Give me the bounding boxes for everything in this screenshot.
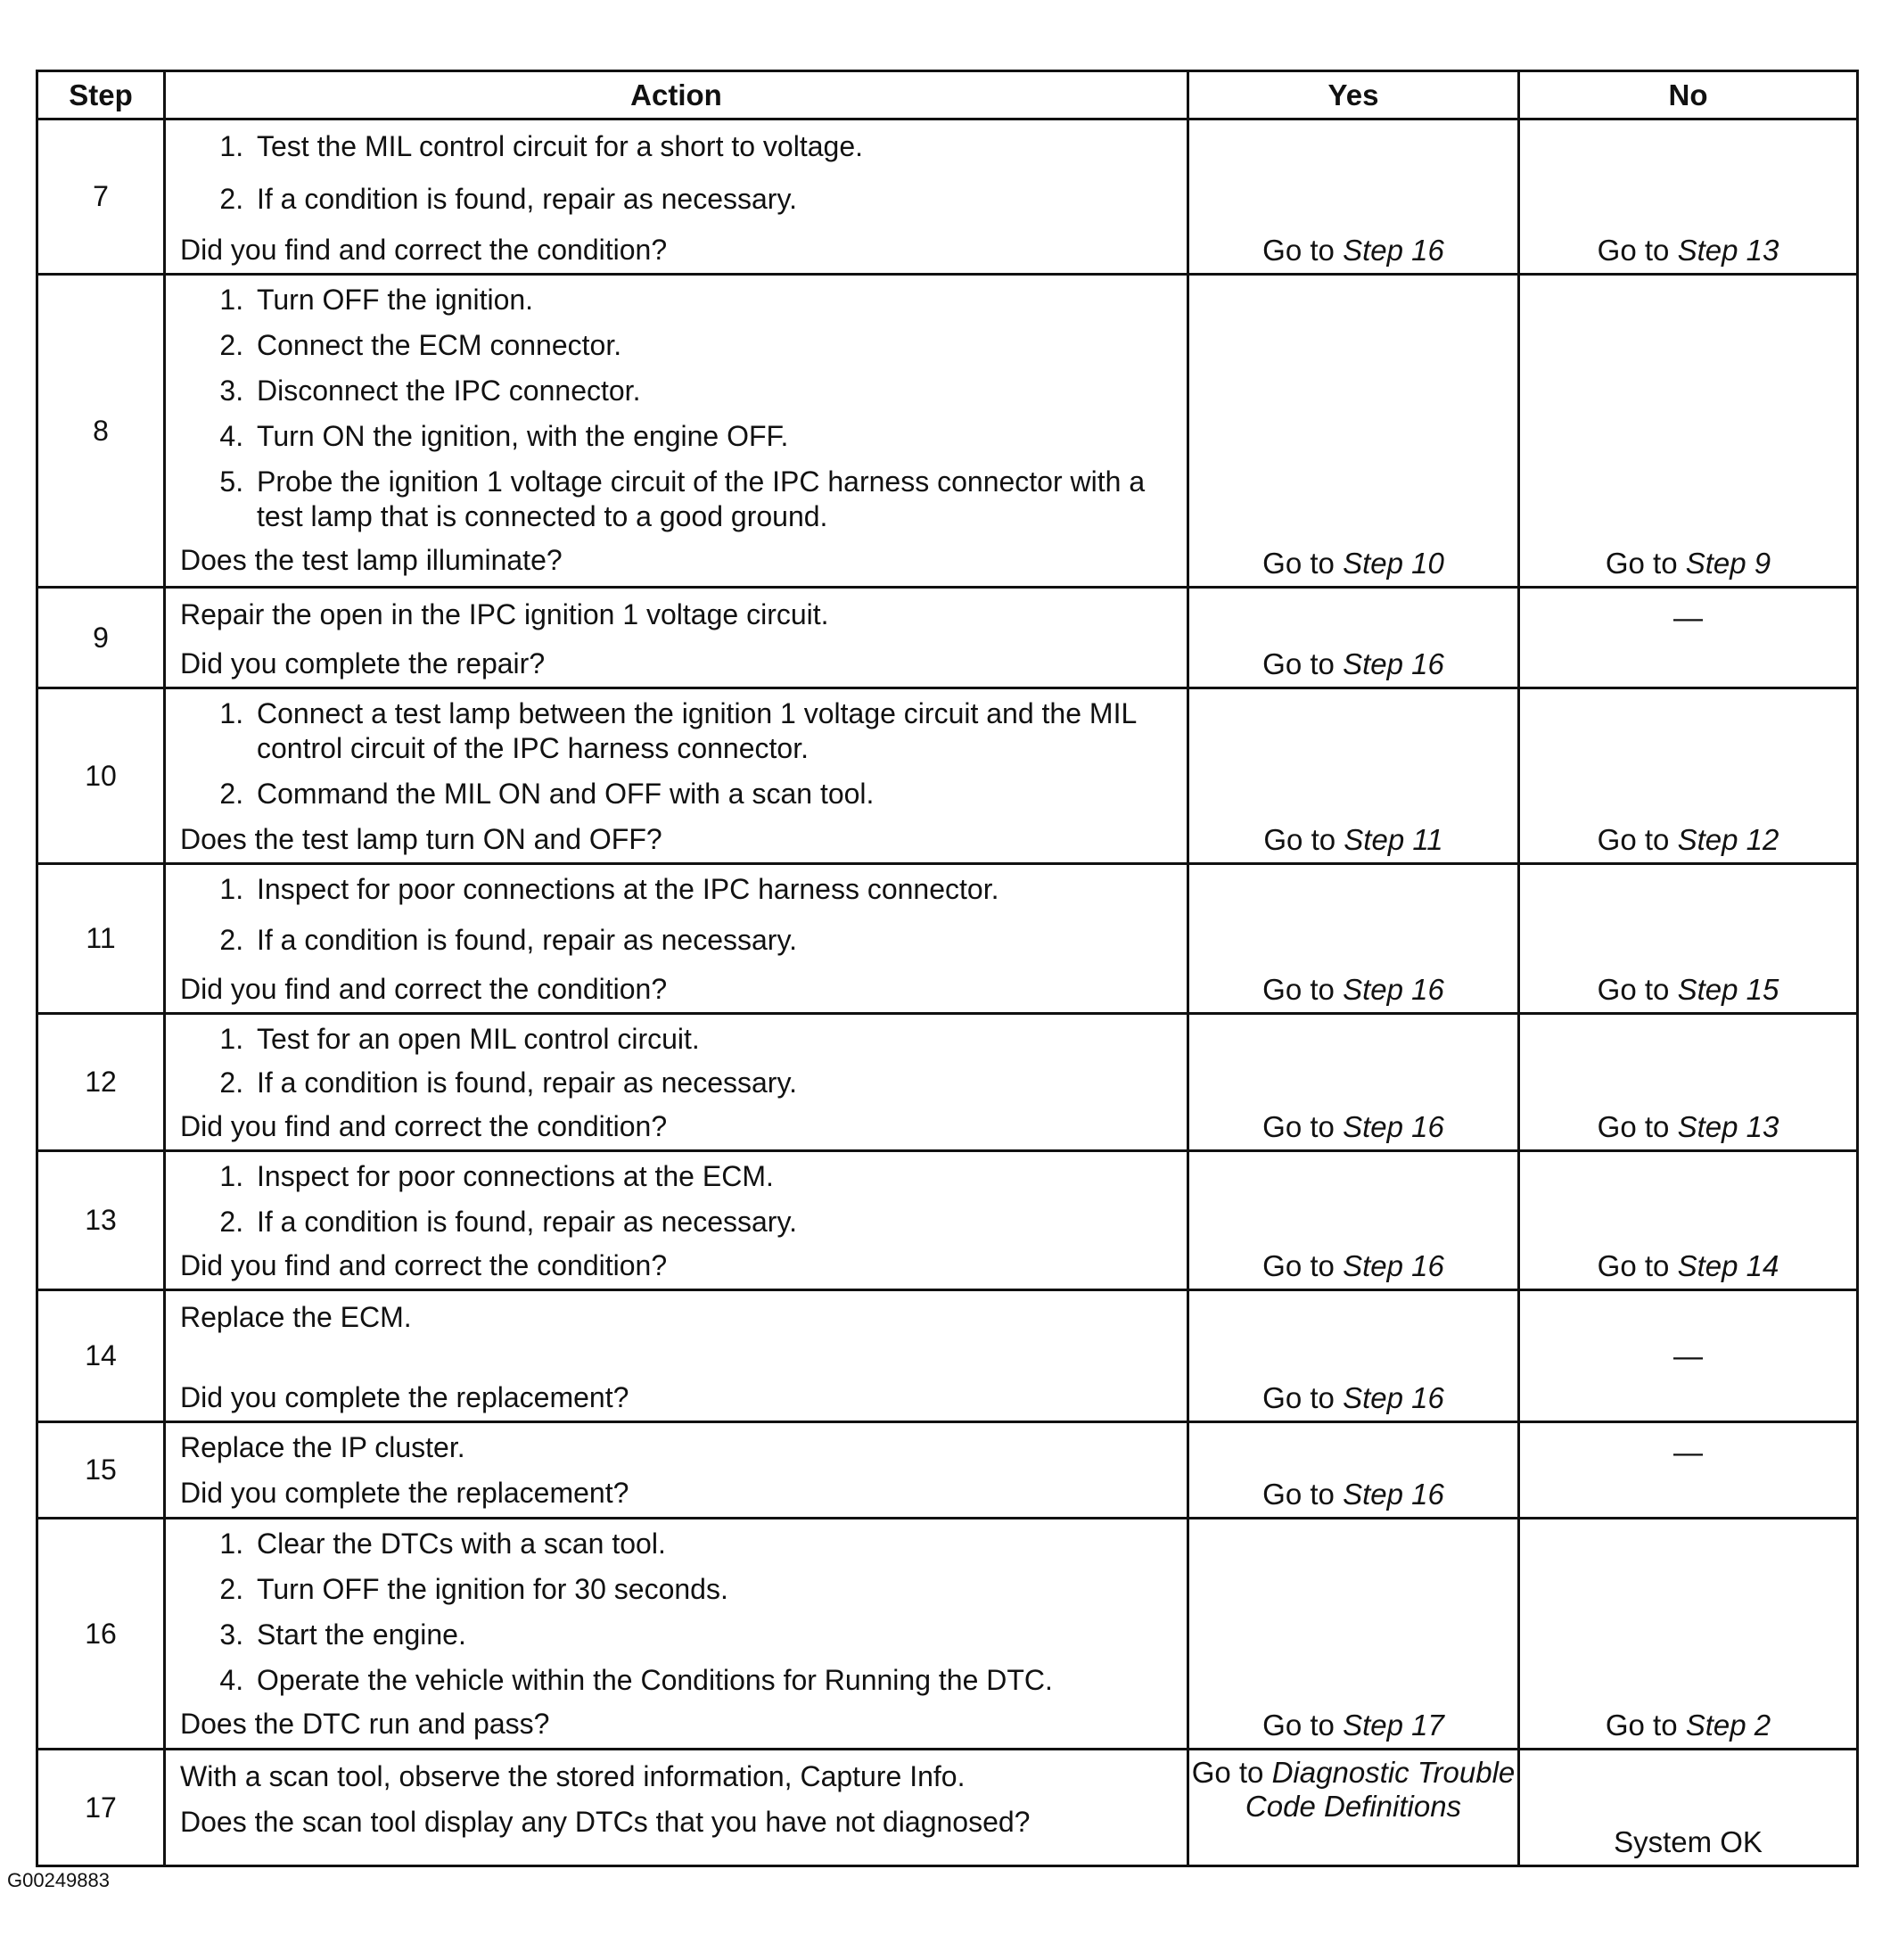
action-question: Did you find and correct the condition? [180, 234, 668, 266]
list-item: 2. Turn OFF the ignition for 30 seconds. [251, 1572, 1174, 1607]
step-number: 9 [37, 588, 165, 688]
no-cell: — [1519, 1290, 1858, 1422]
action-cell [165, 588, 1188, 688]
action-cell [165, 1422, 1188, 1519]
list-item: 3. Disconnect the IPC connector. [251, 374, 1174, 408]
yes-cell [1188, 275, 1519, 588]
goto-target: Step 15 [1677, 973, 1779, 1006]
yes-cell [1188, 588, 1519, 688]
goto-prefix: Go to [1597, 973, 1670, 1006]
diagnostic-table [36, 70, 1859, 1867]
goto-prefix: Go to [1262, 1249, 1335, 1282]
goto-prefix: Go to [1262, 1478, 1335, 1511]
action-list [180, 1159, 1174, 1239]
table-row [37, 1519, 1858, 1750]
goto-prefix: Go to [1605, 547, 1678, 580]
goto-target: Step 16 [1343, 973, 1444, 1006]
goto-target: Diagnostic Trouble Code Definitions [1245, 1756, 1516, 1823]
action-question: Did you find and correct the condition? [180, 1249, 668, 1281]
step-number: 10 [37, 688, 165, 864]
goto-prefix: Go to [1262, 547, 1335, 580]
yes-cell [1188, 1422, 1519, 1519]
action-cell [165, 688, 1188, 864]
yes-cell [1188, 1290, 1519, 1422]
no-cell [1519, 1519, 1858, 1750]
header-yes: Yes [1188, 71, 1519, 119]
action-question: Does the DTC run and pass? [180, 1708, 550, 1740]
action-question: Did you find and correct the condition? [180, 973, 668, 1005]
goto-target: Step 13 [1677, 234, 1779, 267]
list-item: 2. Command the MIL ON and OFF with a scan tool. [251, 777, 1174, 811]
table-row [37, 1290, 1858, 1422]
table-row [37, 1151, 1858, 1290]
no-cell: — [1519, 1422, 1858, 1519]
no-cell [1519, 119, 1858, 275]
goto-prefix: Go to [1262, 1381, 1335, 1414]
action-list [180, 872, 1174, 958]
list-item: 1. Test the MIL control circuit for a short to voltage. [251, 129, 1174, 164]
list-item: 2. Connect the ECM connector. [251, 328, 1174, 363]
goto-prefix: Go to [1597, 823, 1670, 856]
no-cell [1519, 864, 1858, 1014]
action-list [180, 1022, 1174, 1100]
yes-cell [1188, 1519, 1519, 1750]
step-number: 11 [37, 864, 165, 1014]
yes-cell [1188, 1014, 1519, 1151]
step-number: 8 [37, 275, 165, 588]
action-list [180, 696, 1174, 811]
no-cell [1519, 275, 1858, 588]
step-number: 17 [37, 1750, 165, 1866]
yes-cell [1188, 1750, 1519, 1866]
step-number: 7 [37, 119, 165, 275]
goto-prefix: Go to [1262, 234, 1335, 267]
goto-prefix: Go to [1262, 1110, 1335, 1143]
goto-prefix: Go to [1263, 823, 1336, 856]
list-item: 4. Turn ON the ignition, with the engine OFF. [251, 419, 1174, 454]
goto-prefix: Go to [1262, 1709, 1335, 1742]
goto-prefix: Go to [1262, 647, 1335, 680]
action-cell [165, 1519, 1188, 1750]
goto-prefix: Go to [1191, 1756, 1264, 1789]
goto-prefix: Go to [1605, 1709, 1678, 1742]
goto-target: Step 10 [1343, 547, 1444, 580]
yes-cell [1188, 864, 1519, 1014]
goto-target: Step 12 [1677, 823, 1779, 856]
step-number: 14 [37, 1290, 165, 1422]
list-item: 2. If a condition is found, repair as necessary. [251, 1205, 1174, 1239]
goto-prefix: Go to [1262, 973, 1335, 1006]
header-action: Action [165, 71, 1188, 119]
no-cell: — [1519, 588, 1858, 688]
list-item: 1. Clear the DTCs with a scan tool. [251, 1527, 1174, 1561]
table-row [37, 119, 1858, 275]
action-question: Does the test lamp illuminate? [180, 544, 563, 576]
no-cell [1519, 1014, 1858, 1151]
goto-target: Step 2 [1685, 1709, 1771, 1742]
action-question: Did you complete the repair? [180, 647, 546, 679]
table-row [37, 1750, 1858, 1866]
action-text: Replace the ECM. [180, 1301, 412, 1333]
action-question: Did you complete the replacement? [180, 1477, 629, 1509]
action-question: Does the scan tool display any DTCs that you have not diagnosed? [180, 1806, 1031, 1838]
action-list [180, 1527, 1174, 1698]
step-number: 15 [37, 1422, 165, 1519]
step-number: 16 [37, 1519, 165, 1750]
goto-target: Step 16 [1343, 1249, 1444, 1282]
action-question: Does the test lamp turn ON and OFF? [180, 823, 662, 855]
list-item: 1. Connect a test lamp between the ignition 1 voltage circuit and the MIL control circuit of the IPC harness connector. [251, 696, 1174, 766]
action-text: With a scan tool, observe the stored information, Capture Info. [180, 1760, 966, 1792]
table-row [37, 1014, 1858, 1151]
goto-target: Step 17 [1343, 1709, 1444, 1742]
list-item: 3. Start the engine. [251, 1618, 1174, 1652]
action-text: Repair the open in the IPC ignition 1 voltage circuit. [180, 598, 829, 630]
list-item: 2. If a condition is found, repair as necessary. [251, 1066, 1174, 1100]
action-cell [165, 119, 1188, 275]
list-item: 1. Test for an open MIL control circuit. [251, 1022, 1174, 1057]
step-number: 12 [37, 1014, 165, 1151]
table-row [37, 588, 1858, 688]
action-cell [165, 1014, 1188, 1151]
yes-cell [1188, 1151, 1519, 1290]
goto-target: Step 9 [1685, 547, 1771, 580]
action-list [180, 129, 1174, 217]
action-cell [165, 1750, 1188, 1866]
goto-target: Step 16 [1343, 1381, 1444, 1414]
list-item: 5. Probe the ignition 1 voltage circuit of the IPC harness connector with a test lamp that is connected to a good ground. [251, 465, 1174, 534]
list-item: 2. If a condition is found, repair as necessary. [251, 923, 1174, 958]
goto-target: Step 16 [1343, 1478, 1444, 1511]
list-item: 2. If a condition is found, repair as necessary. [251, 182, 1174, 217]
action-cell [165, 1290, 1188, 1422]
list-item: 1. Inspect for poor connections at the ECM. [251, 1159, 1174, 1194]
yes-cell [1188, 688, 1519, 864]
no-cell [1519, 1151, 1858, 1290]
action-question: Did you find and correct the condition? [180, 1110, 668, 1142]
yes-cell [1188, 119, 1519, 275]
goto-prefix: Go to [1597, 1110, 1670, 1143]
goto-prefix: Go to [1597, 234, 1670, 267]
header-row [37, 71, 1858, 119]
step-number: 13 [37, 1151, 165, 1290]
list-item: 1. Turn OFF the ignition. [251, 283, 1174, 317]
header-no: No [1519, 71, 1858, 119]
list-item: 4. Operate the vehicle within the Conditions for Running the DTC. [251, 1663, 1174, 1698]
header-step: Step [37, 71, 165, 119]
goto-target: Step 16 [1343, 1110, 1444, 1143]
goto-target: Step 11 [1344, 823, 1443, 856]
action-cell [165, 864, 1188, 1014]
no-cell [1519, 688, 1858, 864]
goto-target: Step 16 [1343, 234, 1444, 267]
action-list [180, 283, 1174, 534]
action-question: Did you complete the replacement? [180, 1381, 629, 1413]
table-row [37, 864, 1858, 1014]
table-row [37, 688, 1858, 864]
figure-id: G00249883 [7, 1869, 110, 1891]
goto-target: Step 13 [1677, 1110, 1779, 1143]
table-row [37, 1422, 1858, 1519]
goto-prefix: Go to [1597, 1249, 1670, 1282]
table-row [37, 275, 1858, 588]
action-cell [165, 275, 1188, 588]
no-cell: System OK [1519, 1750, 1858, 1866]
list-item: 1. Inspect for poor connections at the IPC harness connector. [251, 872, 1174, 907]
action-text: Replace the IP cluster. [180, 1431, 465, 1463]
action-cell [165, 1151, 1188, 1290]
goto-target: Step 14 [1677, 1249, 1779, 1282]
goto-target: Step 16 [1343, 647, 1444, 680]
